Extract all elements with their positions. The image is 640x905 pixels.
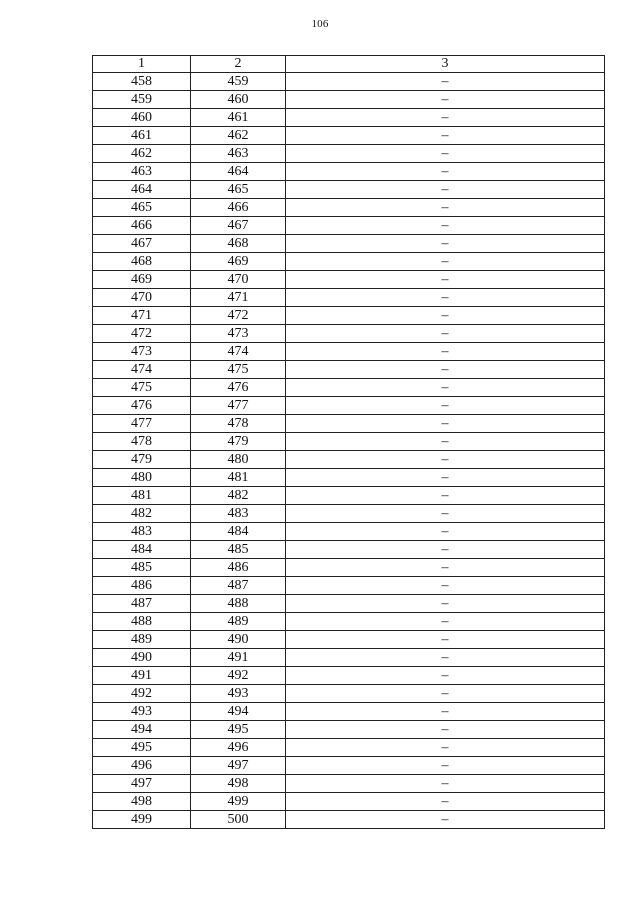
table-cell-col-2: 468 [191, 235, 286, 253]
table-row [93, 397, 605, 415]
column-header-1: 1 [93, 56, 191, 73]
table-cell-col-1: 459 [93, 91, 191, 109]
table-cell-col-2: 461 [191, 109, 286, 127]
table-cell-col-1: 460 [93, 109, 191, 127]
page-number: 106 [311, 18, 329, 30]
table-cell-col-1: 495 [93, 739, 191, 757]
table-row [93, 235, 605, 253]
table-cell-col-2: 485 [191, 541, 286, 559]
table-cell-col-2: 491 [191, 649, 286, 667]
table-cell-col-3: – [286, 181, 605, 199]
table-cell-col-3: – [286, 343, 605, 361]
table-cell-col-1: 471 [93, 307, 191, 325]
table-cell-col-1: 461 [93, 127, 191, 145]
table-cell-col-3: – [286, 361, 605, 379]
table-cell-col-1: 487 [93, 595, 191, 613]
table-cell-col-2: 492 [191, 667, 286, 685]
table-row [93, 253, 605, 271]
table-row [93, 109, 605, 127]
table-cell-col-2: 479 [191, 433, 286, 451]
table-cell-col-1: 484 [93, 541, 191, 559]
table-cell-col-3: – [286, 397, 605, 415]
table-cell-col-2: 480 [191, 451, 286, 469]
table-row [93, 361, 605, 379]
table-cell-col-2: 477 [191, 397, 286, 415]
column-header-2: 2 [191, 56, 286, 73]
table-cell-col-3: – [286, 433, 605, 451]
table-cell-col-3: – [286, 163, 605, 181]
table-row [93, 649, 605, 667]
table-cell-col-2: 489 [191, 613, 286, 631]
table-cell-col-2: 467 [191, 217, 286, 235]
table-row [93, 595, 605, 613]
table-cell-col-2: 463 [191, 145, 286, 163]
table-row [93, 379, 605, 397]
table-row [93, 631, 605, 649]
table-cell-col-2: 471 [191, 289, 286, 307]
table-cell-col-3: – [286, 91, 605, 109]
table-cell-col-1: 458 [93, 73, 191, 91]
table-cell-col-1: 490 [93, 649, 191, 667]
table-cell-col-1: 482 [93, 505, 191, 523]
table-cell-col-1: 468 [93, 253, 191, 271]
table-header [93, 56, 605, 73]
table-cell-col-2: 478 [191, 415, 286, 433]
table-cell-col-3: – [286, 451, 605, 469]
header-row [93, 56, 605, 73]
table-row [93, 91, 605, 109]
table-cell-col-3: – [286, 577, 605, 595]
table-cell-col-2: 465 [191, 181, 286, 199]
table-cell-col-3: – [286, 325, 605, 343]
table-cell-col-1: 479 [93, 451, 191, 469]
table-cell-col-3: – [286, 793, 605, 811]
table-cell-col-1: 492 [93, 685, 191, 703]
table-cell-col-2: 494 [191, 703, 286, 721]
table-cell-col-2: 499 [191, 793, 286, 811]
table-cell-col-2: 464 [191, 163, 286, 181]
table-cell-col-1: 499 [93, 811, 191, 829]
table-cell-col-3: – [286, 469, 605, 487]
table-cell-col-2: 481 [191, 469, 286, 487]
table-cell-col-2: 476 [191, 379, 286, 397]
table-cell-col-2: 498 [191, 775, 286, 793]
table-row [93, 559, 605, 577]
table-cell-col-3: – [286, 145, 605, 163]
table-row [93, 325, 605, 343]
table-row [93, 163, 605, 181]
table-cell-col-2: 466 [191, 199, 286, 217]
table-row [93, 343, 605, 361]
table-cell-col-1: 466 [93, 217, 191, 235]
table-row [93, 523, 605, 541]
table-row [93, 451, 605, 469]
table-cell-col-3: – [286, 523, 605, 541]
table-row [93, 73, 605, 91]
table-cell-col-2: 469 [191, 253, 286, 271]
table-cell-col-2: 473 [191, 325, 286, 343]
table-cell-col-1: 480 [93, 469, 191, 487]
table-cell-col-3: – [286, 685, 605, 703]
table-cell-col-2: 500 [191, 811, 286, 829]
table-cell-col-2: 488 [191, 595, 286, 613]
table-cell-col-1: 464 [93, 181, 191, 199]
table-cell-col-1: 465 [93, 199, 191, 217]
table-cell-col-2: 482 [191, 487, 286, 505]
table-cell-col-1: 467 [93, 235, 191, 253]
table-row [93, 505, 605, 523]
table-cell-col-3: – [286, 775, 605, 793]
table-cell-col-1: 493 [93, 703, 191, 721]
column-header-3: 3 [286, 56, 605, 73]
table-cell-col-2: 474 [191, 343, 286, 361]
table-cell-col-3: – [286, 541, 605, 559]
table-cell-col-1: 494 [93, 721, 191, 739]
table-cell-col-2: 483 [191, 505, 286, 523]
table-cell-col-1: 472 [93, 325, 191, 343]
table-cell-col-3: – [286, 649, 605, 667]
table-cell-col-3: – [286, 73, 605, 91]
table-cell-col-2: 493 [191, 685, 286, 703]
table-cell-col-2: 460 [191, 91, 286, 109]
table-cell-col-1: 488 [93, 613, 191, 631]
table-cell-col-3: – [286, 109, 605, 127]
table-cell-col-3: – [286, 739, 605, 757]
table-cell-col-1: 477 [93, 415, 191, 433]
table-row [93, 469, 605, 487]
table-cell-col-2: 472 [191, 307, 286, 325]
data-table [92, 55, 605, 829]
table-cell-col-3: – [286, 721, 605, 739]
table-cell-col-1: 463 [93, 163, 191, 181]
table-row [93, 289, 605, 307]
table-cell-col-2: 462 [191, 127, 286, 145]
table-row [93, 613, 605, 631]
table-cell-col-2: 484 [191, 523, 286, 541]
table-cell-col-2: 470 [191, 271, 286, 289]
table-row [93, 739, 605, 757]
table-cell-col-3: – [286, 811, 605, 829]
table-row [93, 433, 605, 451]
table-cell-col-3: – [286, 631, 605, 649]
table-cell-col-2: 497 [191, 757, 286, 775]
table-row [93, 757, 605, 775]
table-cell-col-1: 474 [93, 361, 191, 379]
table-cell-col-1: 473 [93, 343, 191, 361]
table-cell-col-1: 491 [93, 667, 191, 685]
table-cell-col-1: 497 [93, 775, 191, 793]
table-row [93, 541, 605, 559]
table-cell-col-1: 462 [93, 145, 191, 163]
table-cell-col-1: 478 [93, 433, 191, 451]
table-row [93, 271, 605, 289]
table-cell-col-1: 483 [93, 523, 191, 541]
table-row [93, 685, 605, 703]
table-cell-col-2: 487 [191, 577, 286, 595]
table-row [93, 811, 605, 829]
table-cell-col-3: – [286, 667, 605, 685]
table-row [93, 667, 605, 685]
table-cell-col-2: 459 [191, 73, 286, 91]
table-cell-col-3: – [286, 703, 605, 721]
table-cell-col-1: 485 [93, 559, 191, 577]
table-row [93, 703, 605, 721]
table-cell-col-2: 496 [191, 739, 286, 757]
table-body [93, 73, 605, 829]
table-cell-col-3: – [286, 559, 605, 577]
table-cell-col-3: – [286, 307, 605, 325]
table-cell-col-1: 498 [93, 793, 191, 811]
table-row [93, 217, 605, 235]
table-cell-col-1: 475 [93, 379, 191, 397]
table-cell-col-1: 486 [93, 577, 191, 595]
table-cell-col-1: 469 [93, 271, 191, 289]
table-row [93, 415, 605, 433]
table-row [93, 199, 605, 217]
table-row [93, 127, 605, 145]
table-row [93, 577, 605, 595]
table-cell-col-2: 495 [191, 721, 286, 739]
table-cell-col-3: – [286, 613, 605, 631]
table-row [93, 487, 605, 505]
table-cell-col-3: – [286, 271, 605, 289]
table-cell-col-2: 475 [191, 361, 286, 379]
table-cell-col-3: – [286, 415, 605, 433]
table-cell-col-3: – [286, 199, 605, 217]
table-cell-col-1: 496 [93, 757, 191, 775]
table-cell-col-3: – [286, 487, 605, 505]
table-cell-col-3: – [286, 379, 605, 397]
table-row [93, 793, 605, 811]
table-cell-col-2: 486 [191, 559, 286, 577]
table-cell-col-1: 481 [93, 487, 191, 505]
table-cell-col-2: 490 [191, 631, 286, 649]
table-cell-col-3: – [286, 289, 605, 307]
table-cell-col-1: 476 [93, 397, 191, 415]
table-cell-col-1: 470 [93, 289, 191, 307]
table-cell-col-3: – [286, 505, 605, 523]
table-cell-col-3: – [286, 217, 605, 235]
table-row [93, 307, 605, 325]
table-row [93, 181, 605, 199]
table-row [93, 721, 605, 739]
table-cell-col-3: – [286, 757, 605, 775]
table-row [93, 145, 605, 163]
table-cell-col-3: – [286, 235, 605, 253]
table-row [93, 775, 605, 793]
table-cell-col-1: 489 [93, 631, 191, 649]
table-cell-col-3: – [286, 253, 605, 271]
table-cell-col-3: – [286, 127, 605, 145]
table-cell-col-3: – [286, 595, 605, 613]
